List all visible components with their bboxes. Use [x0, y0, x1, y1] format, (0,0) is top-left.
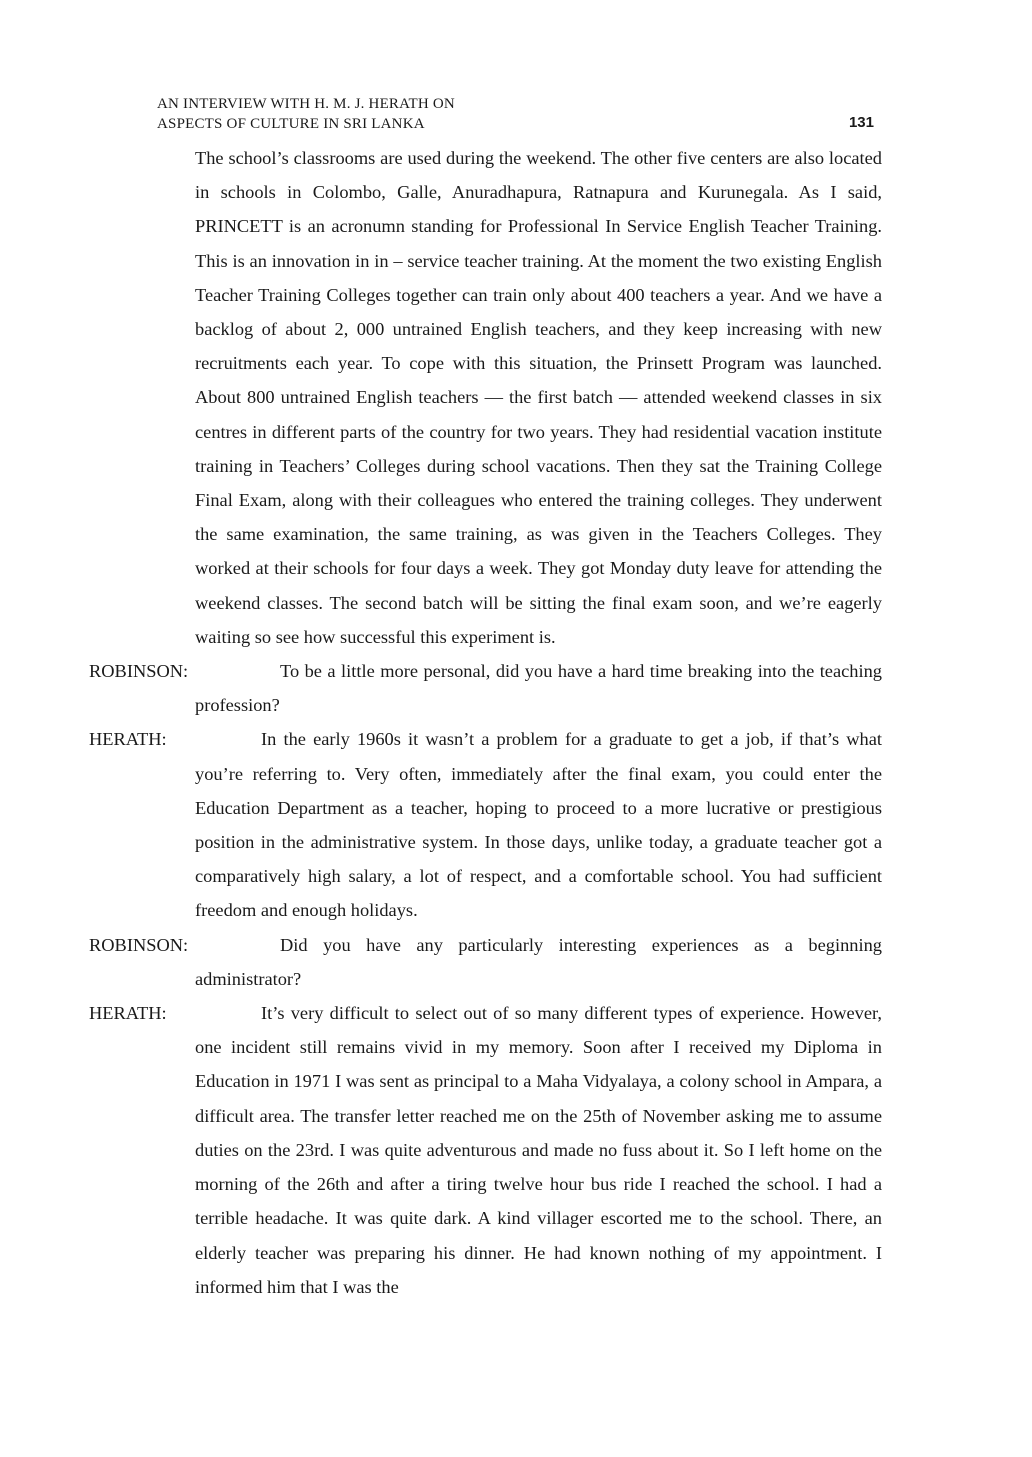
- paragraph-text: The school’s classrooms are used during the weekend. The other five centers are also located in schools in Colombo, Galle, Anuradhapura, Ratnapura and Kurunegala. As I said, PRINCETT is an acronumn standing for Professional In Service English Teacher Training. This is an innovation in in – service teacher training. At the moment the two existing English Teacher Training Colleges together can train only about 400 teachers a year. And we have a backlog of about 2, 000 untrained English teachers, and they keep increasing with new recruitments each year. To cope with this situation, the Prinsett Program was launched. About 800 untrained English teachers — the first batch — attended weekend classes in six centres in different parts of the country for two years. They had residential vacation institute training in Teachers’ Colleges during school vacations. Then they sat the Training College Final Exam, along with their colleagues who entered the training colleges. They underwent the same examination, the same training, as was given in the Teachers Colleges. They worked at their schools for four days a week. They got Monday duty leave for attending the weekend classes. The second batch will be sitting the final exam soon, and we’re eagerly waiting so see how successful this experiment is.: [195, 148, 882, 647]
- paragraph-text: To be a little more personal, did you have a hard time breaking into the teaching profession?: [195, 661, 882, 716]
- speaker-label: ROBINSON:: [89, 934, 189, 955]
- paragraph-text: It’s very difficult to select out of so many different types of experience. However, one incident still remains vivid in my memory. Soon after I received my Diploma in Education in 1971 I was sent as principal to a Maha Vidyalaya, a colony school in Ampara, a difficult area. The transfer letter reached me on the 25th of November asking me to assume duties on the 23rd. I was quite adventurous and made no fuss about it. So I left home on the morning of the 26th and after a tiring twelve hour bus ride I reached the school. I had a terrible headache. It was quite dark. A kind villager escorted me to the school. There, an elderly teacher was preparing his dinner. He had known nothing of my appointment. I informed him that I was the: [195, 1003, 882, 1297]
- paragraph-herath-answer: [89, 996, 882, 1304]
- paragraph-robinson-question: [89, 928, 882, 996]
- speaker-label: HERATH:: [89, 1003, 167, 1024]
- speaker-label: ROBINSON:: [89, 661, 189, 682]
- running-title-line-2: ASPECTS OF CULTURE IN SRI LANKA: [157, 116, 425, 132]
- running-title-line-1: AN INTERVIEW WITH H. M. J. HERATH ON: [157, 96, 455, 112]
- speaker-label: HERATH:: [89, 729, 167, 750]
- paragraph-robinson-question: [89, 654, 882, 722]
- page-number: 131: [848, 114, 874, 131]
- paragraph-herath-continued: [142, 141, 882, 654]
- running-head: [157, 94, 877, 134]
- paragraph-text: Did you have any particularly interesting experiences as a beginning administrator?: [195, 934, 882, 989]
- paragraph-herath-answer: [89, 722, 882, 927]
- interview-body: [89, 141, 882, 1304]
- paragraph-text: In the early 1960s it wasn’t a problem for a graduate to get a job, if that’s what you’re referring to. Very often, immediately after the final exam, you could enter the Education Department as a teacher, hoping to proceed to a more lucrative or prestigious position in the administrative system. In those days, unlike today, a graduate teacher got a comparatively high salary, a lot of respect, and a comfortable school. You had sufficient freedom and enough holidays.: [195, 729, 882, 921]
